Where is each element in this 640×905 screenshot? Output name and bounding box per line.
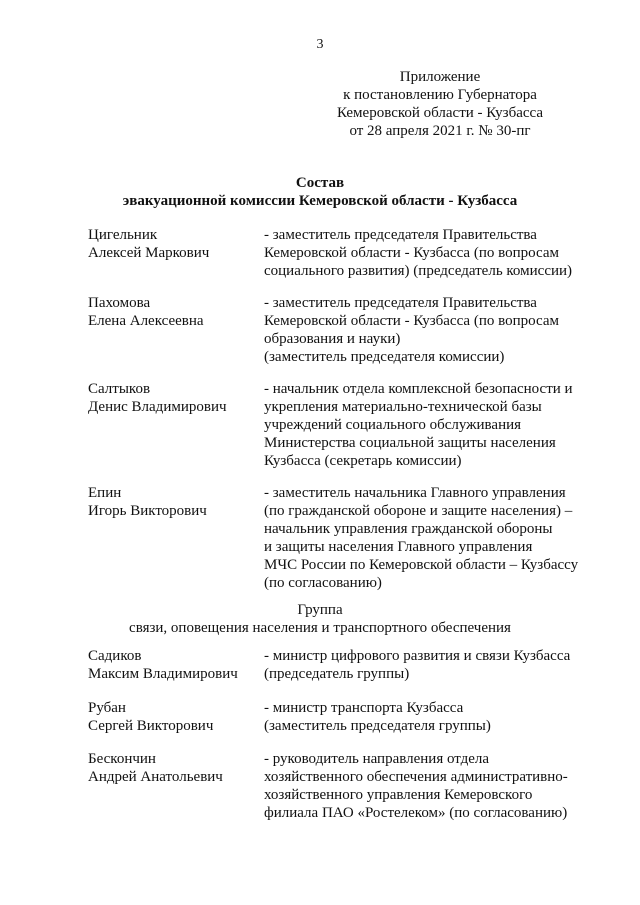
- role-line: хозяйственного управления Кемеровского: [264, 787, 533, 803]
- title-line: Состав: [295, 175, 345, 191]
- role-line: (заместитель председателя комиссии): [264, 349, 505, 365]
- member-name: [88, 647, 258, 683]
- role-line: хозяйственного обеспечения административно-: [264, 769, 568, 785]
- page-number: 3: [316, 37, 324, 52]
- appendix-line: от 28 апреля 2021 г. № 30-пг: [349, 123, 531, 139]
- member-name: [88, 294, 258, 330]
- group-title-line: Группа: [297, 602, 343, 618]
- appendix-line: к постановлению Губернатора: [343, 87, 537, 103]
- role-line: - заместитель председателя Правительства: [264, 295, 537, 311]
- role-line: (по гражданской обороне и защите населения) –: [264, 503, 573, 519]
- given-names: Денис Владимирович: [88, 399, 227, 415]
- member-role: [264, 484, 598, 592]
- member-name: [88, 699, 258, 735]
- role-line: - начальник отдела комплексной безопасности и: [264, 381, 573, 397]
- surname: Епин: [88, 485, 122, 501]
- given-names: Андрей Анатольевич: [88, 769, 223, 785]
- role-line: укрепления материально-технической базы: [264, 399, 542, 415]
- role-line: учреждений социального обслуживания: [264, 417, 522, 433]
- role-line: и защиты населения Главного управления: [264, 539, 533, 555]
- group-title-line: связи, оповещения населения и транспортного обеспечения: [129, 620, 511, 636]
- surname: Цигельник: [88, 227, 158, 243]
- surname: Садиков: [88, 648, 142, 664]
- surname: Пахомова: [88, 295, 151, 311]
- role-line: (председатель группы): [264, 666, 410, 682]
- role-line: - министр цифрового развития и связи Кузбасса: [264, 648, 571, 664]
- role-line: Кемеровской области - Кузбасса (по вопросам: [264, 313, 559, 329]
- given-names: Максим Владимирович: [88, 666, 238, 682]
- member-role: [264, 750, 598, 822]
- role-line: Министерства социальной защиты населения: [264, 435, 556, 451]
- role-line: филиала ПАО «Ростелеком» (по согласованию): [264, 805, 568, 821]
- role-line: - руководитель направления отдела: [264, 751, 490, 767]
- role-line: социального развития) (председатель комиссии): [264, 263, 573, 279]
- role-line: Кемеровской области - Кузбасса (по вопросам: [264, 245, 559, 261]
- role-line: Кузбасса (секретарь комиссии): [264, 453, 462, 469]
- member-role: [264, 380, 598, 470]
- member-role: [264, 226, 598, 280]
- member-role: [264, 294, 598, 366]
- role-line: начальник управления гражданской обороны: [264, 521, 553, 537]
- given-names: Алексей Маркович: [88, 245, 210, 261]
- appendix-block: [310, 68, 570, 140]
- surname: Рубан: [88, 700, 126, 716]
- member-role: [264, 647, 598, 683]
- given-names: Елена Алексеевна: [88, 313, 204, 329]
- member-name: [88, 380, 258, 416]
- role-line: (по согласованию): [264, 575, 382, 591]
- appendix-line: Кемеровской области - Кузбасса: [336, 105, 544, 121]
- document-title: [0, 174, 640, 210]
- role-line: МЧС России по Кемеровской области – Кузбассу: [264, 557, 579, 573]
- role-line: образования и науки): [264, 331, 401, 347]
- member-name: [88, 750, 258, 786]
- title-line: эвакуационной комиссии Кемеровской области - Кузбасса: [122, 193, 518, 209]
- given-names: Сергей Викторович: [88, 718, 214, 734]
- group-title: [0, 601, 640, 637]
- role-line: - заместитель председателя Правительства: [264, 227, 537, 243]
- role-line: - министр транспорта Кузбасса: [264, 700, 464, 716]
- role-line: (заместитель председателя группы): [264, 718, 491, 734]
- member-role: [264, 699, 598, 735]
- given-names: Игорь Викторович: [88, 503, 207, 519]
- role-line: - заместитель начальника Главного управления: [264, 485, 566, 501]
- member-name: [88, 226, 258, 262]
- surname: Бескончин: [88, 751, 156, 767]
- appendix-line: Приложение: [399, 69, 481, 85]
- surname: Салтыков: [88, 381, 151, 397]
- member-name: [88, 484, 258, 520]
